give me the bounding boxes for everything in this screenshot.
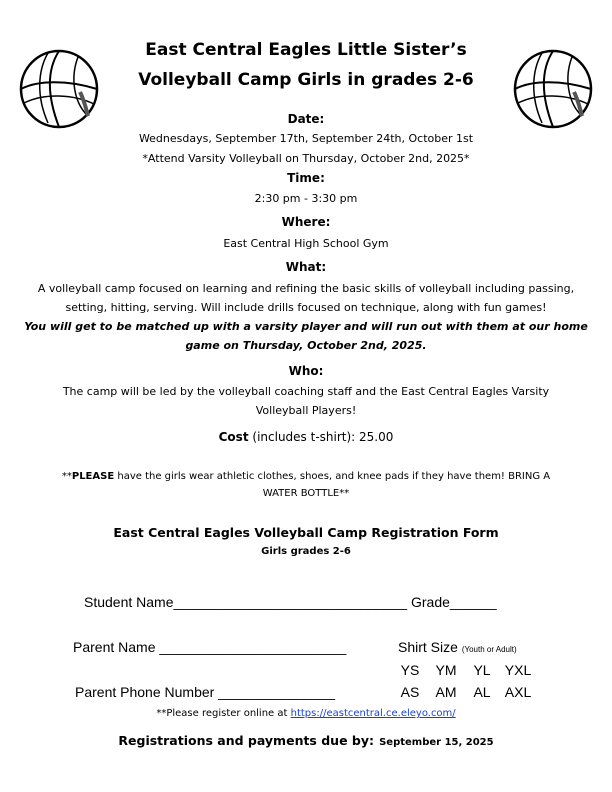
register-link[interactable]: https://eastcentral.ce.eleyo.com/ <box>290 708 456 719</box>
cost-detail: (includes t-shirt): 25.00 <box>252 430 394 444</box>
register-prefix: **Please register online at <box>156 708 291 719</box>
adult-sizes <box>392 684 536 700</box>
date-note: *Attend Varsity Volleyball on Thursday, October 2nd, 2025* <box>142 152 470 165</box>
grade-blank[interactable]: ______ <box>449 594 497 610</box>
date-value: Wednesdays, September 17th, September 24th, October 1st <box>138 132 474 145</box>
where-value: East Central High School Gym <box>223 237 389 250</box>
size-yxl[interactable]: YXL <box>504 662 532 678</box>
time-label: Time: <box>287 171 325 185</box>
time-value: 2:30 pm - 3:30 pm <box>254 192 358 205</box>
shirt-size-note: (Youth or Adult) <box>461 645 517 654</box>
form-subtitle: Girls grades 2-6 <box>261 546 351 557</box>
grade-label: Grade <box>410 594 450 610</box>
register-online-line <box>0 708 612 719</box>
who-line-1: The camp will be led by the volleyball coaching staff and the East Central Eagles Varsity <box>62 385 550 398</box>
notice-bold: PLEASE <box>71 471 115 482</box>
student-name-blank[interactable]: ______________________________ <box>173 594 408 610</box>
size-axl[interactable]: AXL <box>504 684 532 700</box>
due-line <box>0 730 612 749</box>
due-date: September 15, 2025 <box>379 737 494 748</box>
student-name-row[interactable] <box>84 594 497 610</box>
title-line-1: East Central Eagles Little Sister’s <box>145 40 467 60</box>
what-line-1: A volleyball camp focused on learning and refining the basic skills of volleyball including passing, <box>37 282 575 295</box>
notice-line-2: WATER BOTTLE** <box>262 488 350 499</box>
parent-name-blank[interactable]: ________________________ <box>159 639 347 655</box>
parent-phone-label: Parent Phone Number <box>75 684 215 700</box>
what-line-2: setting, hitting, serving. Will include drills focused on technique, along with fun games! <box>65 301 547 314</box>
notice-prefix: ** <box>61 471 72 482</box>
notice-text: have the girls wear athletic clothes, shoes, and knee pads if they have them! BRING A <box>114 471 551 482</box>
form-title: East Central Eagles Volleyball Camp Registration Form <box>113 525 499 540</box>
cost-line <box>0 430 612 444</box>
youth-sizes <box>392 662 536 678</box>
size-al[interactable]: AL <box>473 684 491 700</box>
what-emphasis-1: You will get to be matched up with a varsity player and will run out with them at our home <box>24 320 588 333</box>
size-am[interactable]: AM <box>435 684 457 700</box>
cost-label: Cost <box>218 430 249 444</box>
parent-phone-blank[interactable]: _______________ <box>218 684 335 700</box>
title-line-2: Volleyball Camp Girls in grades 2-6 <box>138 70 474 90</box>
student-name-label: Student Name <box>84 594 174 610</box>
who-line-2: Volleyball Players! <box>255 404 357 417</box>
who-label: Who: <box>288 364 324 378</box>
parent-name-row[interactable] <box>73 639 346 655</box>
shirt-size-heading <box>398 639 517 655</box>
size-ym[interactable]: YM <box>435 662 457 678</box>
what-emphasis-2: game on Thursday, October 2nd, 2025. <box>185 339 427 352</box>
due-label: Registrations and payments due by: <box>118 733 374 748</box>
date-label: Date: <box>287 112 325 126</box>
shirt-size-label: Shirt Size <box>398 639 458 655</box>
notice-line-1 <box>0 471 612 482</box>
parent-phone-row[interactable] <box>75 684 335 700</box>
where-label: Where: <box>281 215 331 229</box>
what-label: What: <box>285 260 327 274</box>
size-yl[interactable]: YL <box>473 662 491 678</box>
size-as[interactable]: AS <box>400 684 420 700</box>
parent-name-label: Parent Name <box>73 639 156 655</box>
size-ys[interactable]: YS <box>400 662 420 678</box>
